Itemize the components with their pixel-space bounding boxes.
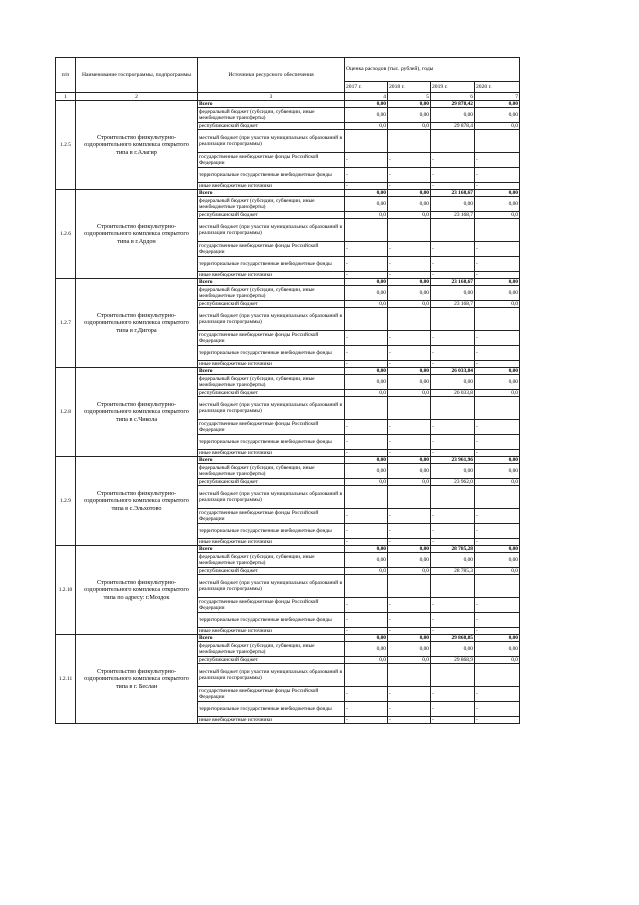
program-name: Строительство физкультурно-оздоровительного комплекса открытого типа в с.Эльхотово: [76, 457, 198, 546]
amount-cell: 0,00: [475, 197, 520, 212]
amount-cell: 0,00: [388, 190, 431, 197]
amount-cell: -: [475, 687, 520, 702]
header-year: 2019 г.: [431, 82, 475, 93]
amount-cell: 0,00: [475, 368, 520, 375]
amount-cell: -: [388, 257, 431, 272]
amount-cell: -: [431, 346, 475, 361]
amount-cell: [345, 397, 388, 420]
amount-cell: 0,0: [345, 212, 388, 219]
amount-cell: 0,0: [345, 568, 388, 575]
amount-cell: -: [475, 183, 520, 190]
amount-cell: -: [475, 257, 520, 272]
funding-source: Всего: [198, 101, 345, 108]
amount-cell: -: [388, 183, 431, 190]
amount-cell: -: [345, 183, 388, 190]
amount-cell: -: [388, 346, 431, 361]
amount-cell: -: [388, 420, 431, 435]
table-row: [56, 546, 520, 553]
column-index: 3: [198, 93, 345, 101]
funding-source: республиканский бюджет: [198, 479, 345, 486]
amount-cell: [431, 486, 475, 509]
amount-cell: -: [345, 331, 388, 346]
column-index: 5: [388, 93, 431, 101]
amount-cell: 0,00: [431, 553, 475, 568]
funding-source: республиканский бюджет: [198, 212, 345, 219]
amount-cell: 0,0: [475, 657, 520, 664]
amount-cell: 0,00: [475, 635, 520, 642]
amount-cell: 23 961,96: [431, 457, 475, 464]
amount-cell: 0,00: [475, 553, 520, 568]
amount-cell: 0,00: [431, 375, 475, 390]
amount-cell: 0,00: [388, 642, 431, 657]
amount-cell: 0,0: [388, 657, 431, 664]
amount-cell: -: [475, 539, 520, 546]
funding-source: государственные внебюджетные фонды Российской Федерации: [198, 153, 345, 168]
amount-cell: 26 033,8: [431, 390, 475, 397]
amount-cell: [475, 397, 520, 420]
amount-cell: [431, 664, 475, 687]
row-number: 1.2.11: [56, 635, 76, 724]
funding-source: иные внебюджетные источники: [198, 717, 345, 724]
column-index: 2: [76, 93, 198, 101]
amount-cell: -: [475, 272, 520, 279]
funding-source: государственные внебюджетные фонды Российской Федерации: [198, 687, 345, 702]
amount-cell: -: [388, 702, 431, 717]
amount-cell: 0,0: [475, 568, 520, 575]
amount-cell: 0,00: [345, 286, 388, 301]
header-source: Источники ресурсного обеспечения: [198, 58, 345, 93]
amount-cell: -: [388, 361, 431, 368]
amount-cell: -: [475, 420, 520, 435]
amount-cell: [388, 575, 431, 598]
amount-cell: 23 962,0: [431, 479, 475, 486]
amount-cell: 0,00: [475, 375, 520, 390]
amount-cell: -: [431, 420, 475, 435]
amount-cell: -: [431, 242, 475, 257]
amount-cell: -: [388, 509, 431, 524]
amount-cell: 26 033,84: [431, 368, 475, 375]
amount-cell: [345, 664, 388, 687]
amount-cell: -: [345, 524, 388, 539]
header-estimate: Оценка расходов (тыс. рублей), годы: [345, 58, 520, 82]
amount-cell: [475, 308, 520, 331]
amount-cell: -: [345, 687, 388, 702]
amount-cell: -: [431, 687, 475, 702]
amount-cell: 0,0: [345, 123, 388, 130]
amount-cell: 0,00: [475, 286, 520, 301]
amount-cell: 0,00: [388, 368, 431, 375]
funding-source: территориальные государственные внебюджетные фонды: [198, 524, 345, 539]
amount-cell: [345, 486, 388, 509]
funding-source: Всего: [198, 279, 345, 286]
program-name: Строительство физкультурно-оздоровительного комплекса открытого типа в г.Алагир: [76, 101, 198, 190]
amount-cell: -: [475, 509, 520, 524]
amount-cell: [475, 130, 520, 153]
amount-cell: -: [431, 435, 475, 450]
amount-cell: 0,00: [431, 286, 475, 301]
header-name: Наименование госпрограммы, подпрограммы: [76, 58, 198, 93]
funding-source: Всего: [198, 635, 345, 642]
amount-cell: [475, 575, 520, 598]
funding-source: республиканский бюджет: [198, 390, 345, 397]
funding-source: территориальные государственные внебюджетные фонды: [198, 168, 345, 183]
amount-cell: -: [388, 435, 431, 450]
funding-source: местный бюджет (при участии муниципальных образований в реализации госпрограммы): [198, 664, 345, 687]
funding-source: федеральный бюджет (субсидии, субвенции, иные межбюджетные трансферты): [198, 286, 345, 301]
row-number: 1.2.10: [56, 546, 76, 635]
amount-cell: [475, 486, 520, 509]
funding-source: государственные внебюджетные фонды Российской Федерации: [198, 420, 345, 435]
amount-cell: -: [345, 242, 388, 257]
funding-source: федеральный бюджет (субсидии, субвенции, иные межбюджетные трансферты): [198, 642, 345, 657]
amount-cell: 0,00: [431, 464, 475, 479]
funding-source: федеральный бюджет (субсидии, субвенции, иные межбюджетные трансферты): [198, 375, 345, 390]
amount-cell: -: [475, 450, 520, 457]
amount-cell: -: [388, 524, 431, 539]
amount-cell: -: [431, 168, 475, 183]
amount-cell: -: [388, 628, 431, 635]
amount-cell: -: [388, 331, 431, 346]
amount-cell: -: [345, 257, 388, 272]
amount-cell: 0,00: [345, 635, 388, 642]
funding-source: территориальные государственные внебюджетные фонды: [198, 257, 345, 272]
funding-source: республиканский бюджет: [198, 568, 345, 575]
amount-cell: [388, 219, 431, 242]
funding-source: федеральный бюджет (субсидии, субвенции, иные межбюджетные трансферты): [198, 464, 345, 479]
amount-cell: -: [345, 628, 388, 635]
amount-cell: 0,00: [388, 286, 431, 301]
amount-cell: 23 168,67: [431, 190, 475, 197]
amount-cell: 29 868,85: [431, 635, 475, 642]
amount-cell: -: [345, 361, 388, 368]
amount-cell: 0,00: [388, 635, 431, 642]
program-name: Строительство физкультурно-оздоровительного комплекса открытого типа в г. Беслан: [76, 635, 198, 724]
amount-cell: 0,0: [388, 212, 431, 219]
amount-cell: -: [345, 613, 388, 628]
amount-cell: 0,00: [345, 464, 388, 479]
funding-source: местный бюджет (при участии муниципальных образований в реализации госпрограммы): [198, 575, 345, 598]
row-number: 1.2.7: [56, 279, 76, 368]
column-index: 1: [56, 93, 76, 101]
amount-cell: 0,00: [431, 642, 475, 657]
amount-cell: -: [475, 717, 520, 724]
amount-cell: 0,00: [345, 197, 388, 212]
amount-cell: [388, 664, 431, 687]
amount-cell: 0,00: [431, 108, 475, 123]
program-name: Строительство физкультурно-оздоровительного комплекса открытого типа в г.Дигора: [76, 279, 198, 368]
row-number: 1.2.6: [56, 190, 76, 279]
funding-source: республиканский бюджет: [198, 123, 345, 130]
amount-cell: 29 868,9: [431, 657, 475, 664]
amount-cell: 0,0: [475, 123, 520, 130]
amount-cell: 0,0: [388, 479, 431, 486]
amount-cell: -: [388, 539, 431, 546]
amount-cell: 0,00: [431, 197, 475, 212]
amount-cell: [388, 486, 431, 509]
amount-cell: 0,00: [475, 279, 520, 286]
amount-cell: 0,00: [388, 108, 431, 123]
funding-source: республиканский бюджет: [198, 301, 345, 308]
amount-cell: -: [475, 242, 520, 257]
amount-cell: 0,00: [475, 642, 520, 657]
amount-cell: [388, 130, 431, 153]
program-name: Строительство физкультурно-оздоровительного комплекса открытого типа по адресу: г.Моздок: [76, 546, 198, 635]
column-index: 4: [345, 93, 388, 101]
amount-cell: 0,00: [475, 457, 520, 464]
amount-cell: -: [388, 153, 431, 168]
amount-cell: 0,00: [475, 190, 520, 197]
amount-cell: [431, 397, 475, 420]
amount-cell: [345, 219, 388, 242]
amount-cell: 23 168,7: [431, 212, 475, 219]
amount-cell: 0,00: [345, 108, 388, 123]
amount-cell: -: [431, 450, 475, 457]
amount-cell: 0,0: [345, 479, 388, 486]
amount-cell: -: [345, 346, 388, 361]
amount-cell: [388, 308, 431, 331]
amount-cell: -: [388, 717, 431, 724]
header-year: 2018 г.: [388, 82, 431, 93]
amount-cell: [431, 575, 475, 598]
amount-cell: -: [431, 539, 475, 546]
amount-cell: 0,0: [388, 568, 431, 575]
budget-table-page: [55, 57, 519, 724]
amount-cell: -: [345, 702, 388, 717]
amount-cell: -: [475, 168, 520, 183]
amount-cell: [431, 219, 475, 242]
amount-cell: [345, 308, 388, 331]
amount-cell: 0,00: [388, 457, 431, 464]
table-row: [56, 368, 520, 375]
header-year: 2020 г.: [475, 82, 520, 93]
amount-cell: 0,0: [475, 479, 520, 486]
amount-cell: [345, 130, 388, 153]
amount-cell: -: [388, 168, 431, 183]
amount-cell: -: [431, 153, 475, 168]
amount-cell: 0,0: [475, 390, 520, 397]
funding-source: местный бюджет (при участии муниципальных образований в реализации госпрограммы): [198, 130, 345, 153]
funding-source: республиканский бюджет: [198, 657, 345, 664]
amount-cell: 0,00: [388, 553, 431, 568]
amount-cell: -: [475, 702, 520, 717]
amount-cell: 23 168,67: [431, 279, 475, 286]
amount-cell: -: [345, 420, 388, 435]
funding-source: государственные внебюджетные фонды Российской Федерации: [198, 509, 345, 524]
amount-cell: 0,00: [345, 642, 388, 657]
table-row: [56, 279, 520, 286]
amount-cell: -: [475, 435, 520, 450]
amount-cell: [388, 397, 431, 420]
amount-cell: 28 785,28: [431, 546, 475, 553]
row-number: 1.2.8: [56, 368, 76, 457]
amount-cell: 0,0: [388, 301, 431, 308]
funding-source: Всего: [198, 190, 345, 197]
amount-cell: 0,0: [475, 212, 520, 219]
amount-cell: 0,00: [388, 375, 431, 390]
funding-source: иные внебюджетные источники: [198, 272, 345, 279]
amount-cell: -: [475, 331, 520, 346]
amount-cell: -: [475, 613, 520, 628]
funding-source: Всего: [198, 368, 345, 375]
amount-cell: 0,00: [475, 108, 520, 123]
amount-cell: [345, 575, 388, 598]
amount-cell: -: [388, 272, 431, 279]
funding-source: территориальные государственные внебюджетные фонды: [198, 702, 345, 717]
amount-cell: 0,00: [388, 279, 431, 286]
header-num: п/п: [56, 58, 76, 93]
funding-source: иные внебюджетные источники: [198, 183, 345, 190]
funding-source: иные внебюджетные источники: [198, 539, 345, 546]
amount-cell: -: [431, 598, 475, 613]
amount-cell: [475, 664, 520, 687]
funding-source: федеральный бюджет (субсидии, субвенции, иные межбюджетные трансферты): [198, 197, 345, 212]
funding-source: федеральный бюджет (субсидии, субвенции, иные межбюджетные трансферты): [198, 553, 345, 568]
amount-cell: -: [431, 702, 475, 717]
column-index: 6: [431, 93, 475, 101]
funding-source: местный бюджет (при участии муниципальных образований в реализации госпрограммы): [198, 397, 345, 420]
amount-cell: -: [388, 242, 431, 257]
amount-cell: -: [345, 509, 388, 524]
row-number: 1.2.5: [56, 101, 76, 190]
header-row: [56, 58, 520, 82]
amount-cell: 0,0: [345, 390, 388, 397]
funding-source: местный бюджет (при участии муниципальных образований в реализации госпрограммы): [198, 219, 345, 242]
funding-source: Всего: [198, 457, 345, 464]
amount-cell: 0,0: [388, 390, 431, 397]
amount-cell: -: [475, 524, 520, 539]
row-number: 1.2.9: [56, 457, 76, 546]
amount-cell: [475, 219, 520, 242]
amount-cell: -: [345, 272, 388, 279]
amount-cell: 0,00: [345, 279, 388, 286]
amount-cell: -: [388, 613, 431, 628]
amount-cell: 0,00: [388, 546, 431, 553]
amount-cell: 0,0: [345, 657, 388, 664]
amount-cell: 0,00: [388, 101, 431, 108]
funding-source: местный бюджет (при участии муниципальных образований в реализации госпрограммы): [198, 486, 345, 509]
column-index-row: [56, 93, 520, 101]
amount-cell: 0,00: [345, 546, 388, 553]
amount-cell: 0,00: [475, 464, 520, 479]
table-row: [56, 635, 520, 642]
table-row: [56, 101, 520, 108]
funding-source: территориальные государственные внебюджетные фонды: [198, 613, 345, 628]
amount-cell: -: [431, 628, 475, 635]
amount-cell: 0,00: [475, 546, 520, 553]
amount-cell: 0,00: [475, 101, 520, 108]
amount-cell: -: [475, 153, 520, 168]
amount-cell: 28 785,3: [431, 568, 475, 575]
program-name: Строительство физкультурно-оздоровительного комплекса открытого типа в с.Чикола: [76, 368, 198, 457]
table-row: [56, 190, 520, 197]
amount-cell: -: [431, 361, 475, 368]
amount-cell: -: [345, 717, 388, 724]
funding-source: государственные внебюджетные фонды Российской Федерации: [198, 331, 345, 346]
amount-cell: 0,00: [345, 553, 388, 568]
amount-cell: -: [431, 717, 475, 724]
funding-source: иные внебюджетные источники: [198, 361, 345, 368]
funding-source: государственные внебюджетные фонды Российской Федерации: [198, 242, 345, 257]
amount-cell: -: [345, 539, 388, 546]
amount-cell: 0,0: [475, 301, 520, 308]
amount-cell: 0,00: [345, 190, 388, 197]
amount-cell: [431, 130, 475, 153]
column-index: 7: [475, 93, 520, 101]
amount-cell: -: [388, 687, 431, 702]
amount-cell: -: [431, 331, 475, 346]
funding-source: территориальные государственные внебюджетные фонды: [198, 346, 345, 361]
amount-cell: 0,00: [345, 457, 388, 464]
amount-cell: 29 878,4: [431, 123, 475, 130]
amount-cell: -: [431, 613, 475, 628]
amount-cell: -: [345, 450, 388, 457]
funding-source: Всего: [198, 546, 345, 553]
amount-cell: -: [431, 257, 475, 272]
amount-cell: -: [475, 346, 520, 361]
amount-cell: 0,00: [345, 101, 388, 108]
funding-source: территориальные государственные внебюджетные фонды: [198, 435, 345, 450]
amount-cell: [431, 308, 475, 331]
amount-cell: -: [345, 168, 388, 183]
amount-cell: 29 878,42: [431, 101, 475, 108]
amount-cell: -: [431, 183, 475, 190]
amount-cell: -: [345, 598, 388, 613]
funding-source: иные внебюджетные источники: [198, 450, 345, 457]
amount-cell: 23 168,7: [431, 301, 475, 308]
funding-source: государственные внебюджетные фонды Российской Федерации: [198, 598, 345, 613]
amount-cell: 0,0: [345, 301, 388, 308]
amount-cell: -: [475, 598, 520, 613]
amount-cell: -: [475, 361, 520, 368]
amount-cell: -: [431, 509, 475, 524]
funding-source: федеральный бюджет (субсидии, субвенции, иные межбюджетные трансферты): [198, 108, 345, 123]
amount-cell: -: [388, 450, 431, 457]
amount-cell: 0,00: [388, 197, 431, 212]
amount-cell: -: [388, 598, 431, 613]
amount-cell: -: [345, 153, 388, 168]
amount-cell: -: [475, 628, 520, 635]
funding-source: иные внебюджетные источники: [198, 628, 345, 635]
program-name: Строительство физкультурно-оздоровительного комплекса открытого типа в г.Ардон: [76, 190, 198, 279]
amount-cell: 0,00: [345, 375, 388, 390]
amount-cell: -: [431, 524, 475, 539]
amount-cell: 0,00: [388, 464, 431, 479]
amount-cell: -: [431, 272, 475, 279]
budget-table: [55, 57, 520, 724]
amount-cell: 0,0: [388, 123, 431, 130]
amount-cell: 0,00: [345, 368, 388, 375]
amount-cell: -: [345, 435, 388, 450]
header-year: 2017 г.: [345, 82, 388, 93]
table-row: [56, 457, 520, 464]
funding-source: местный бюджет (при участии муниципальных образований в реализации госпрограммы): [198, 308, 345, 331]
